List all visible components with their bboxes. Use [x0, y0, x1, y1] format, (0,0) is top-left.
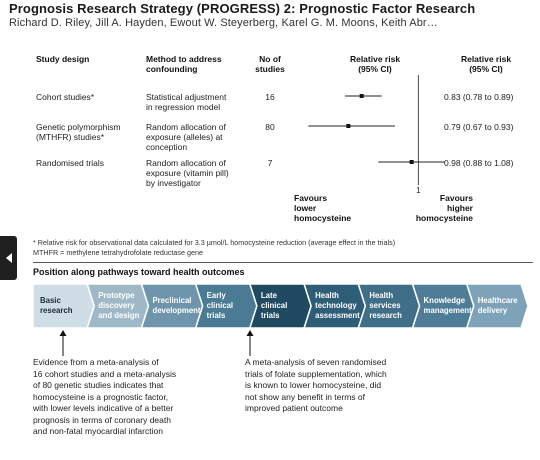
pathway-stage-label: Health services research — [369, 291, 402, 320]
col-header-rr-text-line2: (95% CI) — [469, 64, 503, 74]
row-3-n: 7 — [267, 158, 273, 168]
note-left-line: of 80 genetic studies indicates that — [33, 380, 164, 390]
pathway-stage-label: Late clinical trials — [260, 291, 288, 320]
point-estimate — [346, 124, 350, 128]
pathway-stage-label: Basic research — [40, 296, 73, 315]
row-1-design: Cohort studies* — [36, 92, 95, 102]
row-3-rr: 0.98 (0.88 to 1.08) — [444, 158, 514, 168]
row-2-rr: 0.79 (0.67 to 0.93) — [444, 122, 514, 132]
note-left-line: and non-fatal myocardial infarction — [33, 426, 163, 436]
favours-left-line3: homocysteine — [294, 213, 352, 223]
favours-left-line2: lower — [294, 203, 317, 213]
pathway-stage-label: Early clinical trials — [206, 291, 234, 320]
note-right-line: improved patient outcome — [245, 403, 343, 413]
row-1-method-line1: Statistical adjustment — [146, 92, 227, 102]
note-right-line: not show any benefit in terms of — [245, 391, 366, 402]
row-3-method-line3: by investigator — [146, 178, 201, 188]
note-left-line: prognosis in terms of coronary death — [33, 414, 171, 425]
col-header-design: Study design — [36, 54, 90, 64]
note-right-line: trials of folate supplementation, which — [245, 368, 387, 379]
pathway-stage-label: Preclinical development — [152, 296, 201, 315]
arrow-up-icon — [245, 330, 255, 356]
col-header-method-line2: confounding — [146, 64, 198, 74]
pathway-stage-label: Knowledge management — [423, 296, 472, 315]
col-header-rr-plot-line1: Relative risk — [349, 54, 401, 64]
col-header-n-line1: No of — [259, 54, 281, 64]
row-2-method-line1: Random allocation of — [146, 122, 226, 132]
row-1-method-line2: in regression model — [146, 102, 221, 112]
favours-right-line3: homocysteine — [415, 213, 473, 223]
row-3-design: Randomised trials — [36, 158, 105, 168]
row-2-method-line2: exposure (alleles) at — [146, 132, 223, 142]
col-header-n-line2: studies — [255, 64, 285, 74]
row-2-n: 80 — [265, 122, 275, 132]
footnote-2: MTHFR = methylene tetrahydrofolate reductase gene — [33, 248, 203, 257]
note-right — [245, 357, 387, 415]
arrow-up-icon — [58, 330, 68, 356]
favours-right-line1: Favours — [439, 193, 473, 203]
page-title: Prognosis Research Strategy (PROGRESS) 2: Prognostic Factor Research — [9, 1, 476, 16]
note-left-line: with lower levels indicative of a better — [33, 403, 174, 413]
point-estimate — [360, 94, 364, 98]
favours-left-line1: Favours — [294, 193, 328, 203]
author-list[interactable]: Richard D. Riley, Jill A. Hayden, Ewout W. Steyerberg, Karel G. M. Moons, Keith Abr… — [9, 17, 438, 29]
pathway-stage-label: Healthcare delivery — [477, 296, 518, 315]
note-left-line: Evidence from a meta-analysis of — [33, 357, 159, 367]
row-2-design-line1: Genetic polymorphism — [36, 122, 121, 132]
col-header-rr-plot-line2: (95% CI) — [358, 64, 392, 74]
note-right-line: is known to lower homocysteine, did — [245, 380, 382, 390]
divider — [33, 262, 533, 263]
axis-tick-label: 1 — [416, 186, 421, 195]
favours-right-line2: higher — [447, 203, 473, 213]
row-2-design-line2: (MTHFR) studies* — [36, 132, 105, 142]
footnote-1: * Relative risk for observational data calculated for 3.3 μmol/L homocysteine reduction (average effect in the trials) — [33, 238, 396, 247]
col-header-method-line1: Method to address — [146, 54, 222, 64]
row-2-method-line3: conception — [146, 142, 188, 152]
note-right-line: A meta-analysis of seven randomised — [245, 357, 387, 367]
row-3-method-line1: Random allocation of — [146, 158, 226, 168]
point-estimate — [410, 160, 414, 164]
row-1-rr: 0.83 (0.78 to 0.89) — [444, 92, 514, 102]
row-3-method-line2: exposure (vitamin pill) — [146, 168, 229, 178]
note-left — [33, 357, 176, 438]
note-left-line: 16 cohort studies and a meta-analysis — [33, 368, 177, 379]
pathway-stage-label: Health technology assessment — [315, 291, 360, 320]
col-header-rr-text-line1: Relative risk — [460, 54, 512, 64]
pathway-stage-label: Prototype discovery and design — [98, 291, 140, 320]
note-left-line: homocysteine is a prognostic factor, — [33, 391, 169, 402]
pathway-title: Position along pathways toward health outcomes — [33, 267, 245, 277]
row-1-n: 16 — [265, 92, 275, 102]
